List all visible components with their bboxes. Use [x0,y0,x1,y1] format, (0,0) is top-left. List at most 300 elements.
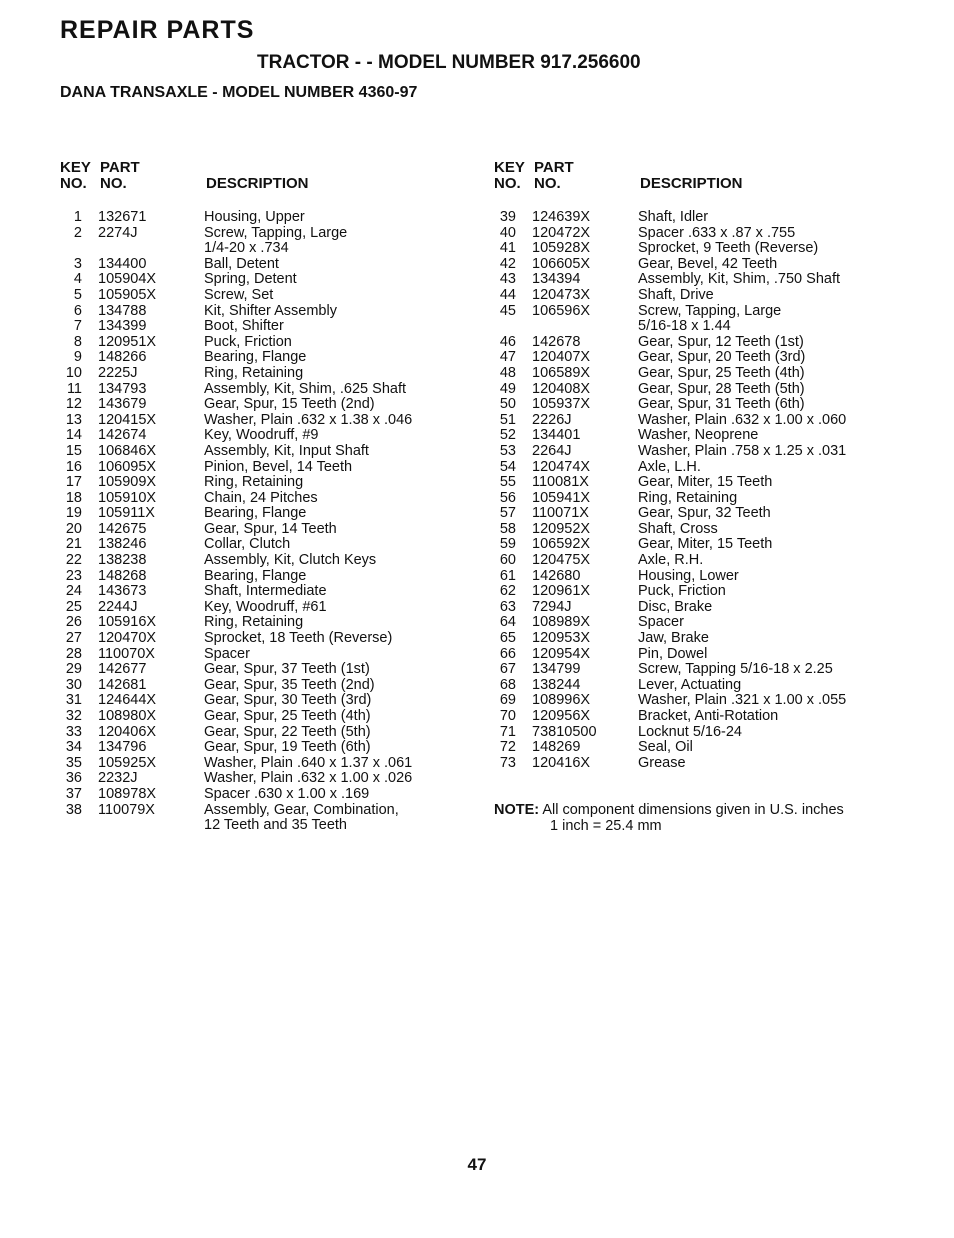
key-number: 11 [66,380,82,397]
key-number: 64 [499,614,516,631]
key-number: 15 [65,442,82,459]
part-description: 5/16-18 x 1.44 [638,318,731,335]
table-row [494,304,846,335]
part-description: Shaft, Idler [638,209,709,225]
key-number: 26 [65,614,82,631]
table-row [60,569,412,585]
part-description: Gear, Bevel, 42 Teeth [638,255,778,272]
table-row [494,413,846,429]
key-number: 67 [499,661,516,678]
table-row [494,569,846,585]
key-number: 51 [499,411,516,428]
part-description: Puck, Friction [204,333,292,350]
table-row [60,709,412,725]
part-number: 120956X [532,708,591,724]
key-number: 63 [499,598,516,615]
part-description: Screw, Set [204,286,274,303]
note [494,802,844,834]
part-description: Washer, Neoprene [638,427,759,444]
table-row [494,678,846,694]
table-header-left: KEY NO. PART NO. DESCRIPTION [60,159,309,192]
part-number: 120407X [532,349,591,366]
part-description: Bearing, Flange [204,567,307,584]
part-number: 105905X [98,286,157,303]
table-row [494,740,846,756]
table-row [60,444,412,460]
part-number: 142674 [98,427,147,444]
part-number: 120472X [532,224,591,241]
table-row [60,350,412,366]
key-number: 17 [65,474,82,491]
part-number: 134799 [532,661,581,678]
part-description: Washer, Plain .632 x 1.38 x .046 [204,411,413,428]
table-row [494,600,846,616]
part-number: 2232J [98,770,138,787]
table-row [494,366,846,382]
part-description: Assembly, Kit, Shim, .625 Shaft [204,380,407,397]
part-number: 106589X [532,364,591,381]
part-description: Gear, Spur, 15 Teeth (2nd) [204,396,375,413]
part-number: 134399 [98,318,147,335]
part-number: 143673 [98,583,147,600]
key-number: 57 [499,505,516,522]
part-description: Gear, Miter, 15 Teeth [638,474,773,491]
table-row [60,506,412,522]
part-description: Spacer .633 x .87 x .755 [638,224,796,241]
part-number: 120406X [98,723,157,740]
key-number: 59 [499,536,516,553]
part-description: Screw, Tapping 5/16-18 x 2.25 [638,661,833,678]
table-row [60,397,412,413]
table-row [494,288,846,304]
part-description: Collar, Clutch [204,536,291,553]
table-row [494,382,846,398]
key-number: 60 [499,552,516,569]
table-row [60,553,412,569]
part-description: Shaft, Intermediate [204,583,327,600]
table-row [60,335,412,351]
part-number: 2225J [98,364,138,381]
part-number: 106605X [532,255,591,272]
part-description: Sprocket, 18 Teeth (Reverse) [204,630,393,647]
table-row [60,288,412,304]
key-number: 55 [499,474,516,491]
part-number: 142678 [532,333,581,350]
part-number: 134400 [98,255,147,272]
note-text: All component dimensions given in U.S. inches [542,802,844,818]
part-description: Screw, Tapping, Large [204,224,348,241]
table-row [60,210,412,226]
part-number: 110071X [532,505,589,522]
key-number: 6 [73,302,82,319]
key-number: 16 [65,458,82,475]
parts-rows-left [60,210,412,834]
part-number: 142677 [98,661,147,678]
part-description: Assembly, Kit, Shim, .750 Shaft [638,271,841,288]
table-row [494,662,846,678]
part-description: Gear, Spur, 37 Teeth (1st) [204,661,370,678]
table-row [60,475,412,491]
table-row [494,537,846,553]
key-number: 61 [499,567,516,584]
part-number: 105909X [98,474,157,491]
key-number: 45 [499,302,516,319]
table-row [60,272,412,288]
table-row [60,740,412,756]
part-number: 105937X [532,396,591,413]
table-row [60,537,412,553]
part-description: Assembly, Kit, Input Shaft [204,442,369,459]
table-row [60,491,412,507]
part-number: 134401 [532,427,581,444]
part-number: 108996X [532,692,591,709]
part-number: 105941X [532,489,591,506]
part-number: 106596X [532,302,591,319]
key-number: 48 [499,364,516,381]
part-description: Gear, Spur, 28 Teeth (5th) [638,380,805,397]
part-number: 124639X [532,209,591,225]
part-number: 106846X [98,442,157,459]
table-row [60,600,412,616]
key-number: 62 [499,583,516,600]
key-number: 35 [65,754,82,771]
part-description: Sprocket, 9 Teeth (Reverse) [638,240,819,257]
part-number: 138244 [532,676,581,693]
part-number: 120475X [532,552,591,569]
key-number: 30 [65,676,82,693]
part-description: Chain, 24 Pitches [204,489,318,506]
part-number: 120473X [532,286,591,303]
key-number: 32 [65,708,82,724]
key-number: 22 [65,552,82,569]
part-description: Washer, Plain .632 x 1.00 x .060 [638,411,847,428]
part-description: Shaft, Cross [638,520,718,537]
part-description: Pin, Dowel [638,645,708,662]
part-number: 106592X [532,536,591,553]
key-number: 4 [73,271,82,288]
key-number: 68 [499,676,516,693]
key-number: 1 [73,209,82,225]
part-description: Bearing, Flange [204,505,307,522]
part-description: Gear, Spur, 30 Teeth (3rd) [204,692,372,709]
part-description: Washer, Plain .321 x 1.00 x .055 [638,692,847,709]
part-number: 105911X [98,505,155,522]
part-number: 73810500 [532,723,597,740]
table-row [494,257,846,273]
table-row [60,615,412,631]
table-row [494,210,846,226]
key-number: 44 [499,286,516,303]
table-row [60,725,412,741]
part-description: Gear, Spur, 35 Teeth (2nd) [204,676,375,693]
part-number: 105916X [98,614,157,631]
part-number: 110070X [98,645,155,662]
table-row [60,428,412,444]
table-row [60,803,412,834]
page-title: REPAIR PARTS [60,16,255,44]
part-description: Ball, Detent [204,255,279,272]
part-number: 105910X [98,489,157,506]
part-number: 108980X [98,708,157,724]
key-number: 8 [73,333,82,350]
table-row [494,631,846,647]
part-number: 120416X [532,754,591,771]
table-row [494,335,846,351]
part-description: Housing, Lower [638,567,739,584]
table-row [60,257,412,273]
table-row [494,397,846,413]
part-description: Gear, Spur, 19 Teeth (6th) [204,739,371,756]
key-number: 24 [65,583,82,600]
table-row [60,771,412,787]
part-number: 142681 [98,676,147,693]
part-number: 134788 [98,302,147,319]
part-description: Puck, Friction [638,583,726,600]
part-description: Lever, Actuating [638,676,742,693]
table-row [494,553,846,569]
key-number: 29 [65,661,82,678]
part-description: Spring, Detent [204,271,297,288]
part-number: 105928X [532,240,591,257]
transaxle-model-heading: DANA TRANSAXLE - MODEL NUMBER 4360-97 [60,84,418,101]
part-number: 138246 [98,536,147,553]
key-number: 25 [65,598,82,615]
part-number: 134796 [98,739,147,756]
key-number: 34 [65,739,82,756]
part-number: 120961X [532,583,591,600]
part-number: 132671 [98,209,147,225]
table-row [494,444,846,460]
key-number: 38 [65,801,82,818]
key-number: 37 [65,785,82,802]
table-row [494,491,846,507]
part-description: Ring, Retaining [204,614,304,631]
table-row [494,693,846,709]
key-number: 33 [65,723,82,740]
part-description: Ring, Retaining [638,489,738,506]
part-description: Washer, Plain .758 x 1.25 x .031 [638,442,847,459]
parts-rows-right [494,210,846,771]
key-number: 49 [499,380,516,397]
part-number: 105925X [98,754,157,771]
part-description: Key, Woodruff, #61 [204,598,327,615]
part-description: Washer, Plain .640 x 1.37 x .061 [204,754,413,771]
note-label: NOTE: [494,802,540,818]
key-number: 71 [499,723,516,740]
key-number: 39 [499,209,516,225]
key-number: 14 [65,427,82,444]
key-number: 40 [499,224,516,241]
page-number: 47 [467,1155,487,1174]
part-number: 138238 [98,552,147,569]
key-number: 2 [73,224,82,241]
key-number: 19 [65,505,82,522]
key-number: 56 [499,489,516,506]
key-number: 65 [499,630,516,647]
table-row [494,475,846,491]
table-row [60,787,412,803]
key-number: 13 [65,411,82,428]
table-row [60,756,412,772]
key-number: 27 [65,630,82,647]
part-number: 108989X [532,614,591,631]
part-description: Gear, Spur, 31 Teeth (6th) [638,396,805,413]
part-description: Gear, Miter, 15 Teeth [638,536,773,553]
table-row [60,226,412,257]
part-number: 2264J [532,442,572,459]
part-description: Ring, Retaining [204,474,304,491]
part-number: 105904X [98,271,157,288]
table-row [494,272,846,288]
key-number: 20 [65,520,82,537]
part-description: Spacer [204,645,250,662]
part-number: 108978X [98,785,157,802]
table-row [60,662,412,678]
table-row [494,428,846,444]
description-header: DESCRIPTION [640,175,743,192]
part-number: 2274J [98,224,138,241]
table-row [494,350,846,366]
key-number: 58 [499,520,516,537]
key-number: 54 [499,458,516,475]
table-row [60,304,412,320]
part-description: Gear, Spur, 25 Teeth (4th) [638,364,805,381]
key-number: 10 [65,364,82,381]
key-number: 12 [65,396,82,413]
part-number: 110079X [98,801,155,818]
part-number: 148269 [532,739,581,756]
part-number: 7294J [532,598,572,615]
key-number: 42 [499,255,516,272]
table-row [60,460,412,476]
table-row [494,460,846,476]
part-number: 120408X [532,380,591,397]
part-number: 120951X [98,333,157,350]
key-number: 7 [73,318,82,335]
part-number: 124644X [98,692,157,709]
key-number: 9 [73,349,82,366]
table-row [494,506,846,522]
part-description: Pinion, Bevel, 14 Teeth [204,458,353,475]
part-description: Boot, Shifter [204,318,284,335]
part-description: Seal, Oil [638,739,693,756]
part-number: 120953X [532,630,591,647]
key-number: 66 [499,645,516,662]
part-description: Washer, Plain .632 x 1.00 x .026 [204,770,413,787]
table-row [60,693,412,709]
part-description: Spacer [638,614,684,631]
table-row [494,709,846,725]
part-description: Housing, Upper [204,209,305,225]
table-row [494,226,846,242]
part-description: Axle, R.H. [638,552,704,569]
table-row [494,522,846,538]
part-number: 142675 [98,520,147,537]
table-row [60,382,412,398]
part-description: 12 Teeth and 35 Teeth [204,817,347,834]
part-description: Gear, Spur, 12 Teeth (1st) [638,333,804,350]
key-number: 52 [499,427,516,444]
part-description: Gear, Spur, 20 Teeth (3rd) [638,349,806,366]
part-number: 120415X [98,411,157,428]
table-row [60,678,412,694]
part-description: Ring, Retaining [204,364,304,381]
part-number: 142680 [532,567,581,584]
table-row [494,241,846,257]
key-number: 31 [65,692,82,709]
part-number: 143679 [98,396,147,413]
table-row [494,615,846,631]
part-description: 1/4-20 x .734 [204,240,289,257]
part-description: Jaw, Brake [638,630,709,647]
key-number: 23 [65,567,82,584]
key-number: 72 [499,739,516,756]
part-description: Locknut 5/16-24 [638,723,742,740]
part-description: Axle, L.H. [638,458,701,475]
table-header-right: KEY NO. PART NO. DESCRIPTION [494,159,743,192]
key-number: 18 [65,489,82,506]
part-number: 106095X [98,458,157,475]
part-description: Gear, Spur, 25 Teeth (4th) [204,708,371,724]
table-row [60,319,412,335]
part-description: Disc, Brake [638,598,713,615]
table-row [60,631,412,647]
key-number: 47 [499,349,516,366]
table-row [494,584,846,600]
description-header: DESCRIPTION [206,175,309,192]
key-number: 53 [499,442,516,459]
part-description: Assembly, Kit, Clutch Keys [204,552,377,569]
part-number: 2244J [98,598,138,615]
part-number: 120474X [532,458,591,475]
table-row [494,647,846,663]
part-number: 134394 [532,271,581,288]
part-description: Gear, Spur, 22 Teeth (5th) [204,723,371,740]
table-row [494,725,846,741]
table-row [60,413,412,429]
key-number: 36 [65,770,82,787]
part-description: Bearing, Flange [204,349,307,366]
part-number: 148266 [98,349,147,366]
parts-table-left [60,160,412,834]
key-number: 28 [65,645,82,662]
part-description: Key, Woodruff, #9 [204,427,319,444]
table-row [60,366,412,382]
part-description: Grease [638,754,686,771]
part-number: 134793 [98,380,147,397]
part-number: 148268 [98,567,147,584]
part-description: Kit, Shifter Assembly [204,302,337,319]
key-number: 21 [65,536,82,553]
part-description: Screw, Tapping, Large [638,302,782,319]
table-row [60,522,412,538]
key-number: 70 [499,708,516,724]
part-number: 120470X [98,630,157,647]
part-description: Shaft, Drive [638,286,714,303]
part-description: Bracket, Anti-Rotation [638,708,779,724]
part-description: Spacer .630 x 1.00 x .169 [204,785,370,802]
key-number: 46 [499,333,516,350]
part-number: 2226J [532,411,572,428]
table-row [60,584,412,600]
key-number: 3 [73,255,82,272]
tractor-model-heading: TRACTOR - - MODEL NUMBER 917.256600 [257,52,641,73]
part-number: 110081X [532,474,589,491]
key-number: 50 [499,396,516,413]
key-number: 43 [499,271,516,288]
key-number: 69 [499,692,516,709]
table-row [494,756,846,772]
